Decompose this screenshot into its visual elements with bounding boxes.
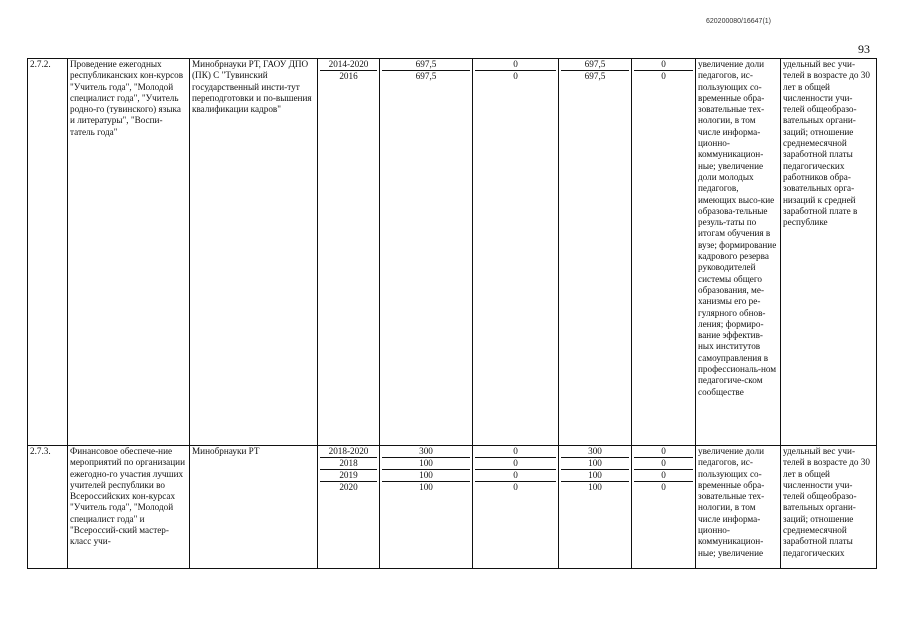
total-value: 100	[382, 457, 470, 469]
executor: Минобрнауки РТ	[190, 446, 318, 569]
total-cell	[380, 446, 473, 569]
republic-value: 100	[561, 457, 629, 469]
year: 2018-2020	[328, 446, 369, 456]
republic-cell	[559, 59, 632, 446]
total-value: 697,5	[415, 59, 437, 69]
republic-cell	[559, 446, 632, 569]
years-cell	[318, 59, 380, 446]
event-description: Финансовое обеспече-ние мероприятий по организации ежегодно-го участия лучших учителей республики во Всероссийских кон-курсах "Учитель года", "Молодой специалист года" и "Всероссий-ский мастер-класс учи-	[68, 446, 190, 569]
other-value: 0	[661, 446, 666, 456]
total-value: 697,5	[382, 70, 470, 82]
item-number: 2.7.2.	[28, 59, 68, 446]
year: 2019	[320, 469, 377, 481]
years-cell	[318, 446, 380, 569]
total-value: 100	[382, 481, 470, 493]
indicator: удельный вес учи-телей в возрасте до 30 лет в общей численности учи-телей общеобразо-вательных органи-заций; отношение среднемесячной заработной платы педагогических	[781, 446, 877, 569]
item-number: 2.7.3.	[28, 446, 68, 569]
expected-result: увеличение доли педагогов, ис-пользующих со-временные обра-зовательные тех-нологии, в том числе информа-ционно-коммуникацион-ные; увеличение доли молодых педагогов, имеющих высо-кие образова-тельные резуль-таты по итогам обучения в вузе; формирование кадрового резерва руководителей системы общего образования, ме-ханизмы его ре-гулярного обнов-ления; формиро-вание эффектив-ных институтов самоуправления в профессиональ-ном педагогиче-ском сообществе	[696, 59, 781, 446]
table-row	[28, 446, 877, 569]
federal-cell	[473, 446, 559, 569]
federal-value: 0	[475, 70, 556, 82]
federal-value: 0	[475, 481, 556, 493]
other-value: 0	[634, 457, 693, 469]
year: 2020	[320, 481, 377, 493]
other-cell	[632, 446, 696, 569]
program-table	[27, 58, 877, 569]
federal-value: 0	[513, 446, 518, 456]
federal-value: 0	[475, 457, 556, 469]
total-value: 100	[382, 469, 470, 481]
year: 2016	[320, 70, 377, 82]
page-number: 93	[858, 42, 870, 56]
expected-result: увеличение доли педагогов, ис-пользующих со-временные обра-зовательные тех-нологии, в том числе информа-ционно-коммуникацион-ные; увеличение	[696, 446, 781, 569]
republic-value: 300	[588, 446, 602, 456]
other-cell	[632, 59, 696, 446]
event-description: Проведение ежегодных республиканских кон-курсов "Учитель года", "Молодой специалист года", "Учитель родно-го (тувинского) языка и литературы", "Воспи-татель года"	[68, 59, 190, 446]
other-value: 0	[661, 59, 666, 69]
other-value: 0	[634, 469, 693, 481]
republic-value: 697,5	[584, 59, 606, 69]
republic-value: 100	[561, 481, 629, 493]
year: 2018	[320, 457, 377, 469]
year: 2014-2020	[328, 59, 369, 69]
federal-value: 0	[513, 59, 518, 69]
other-value: 0	[634, 481, 693, 493]
indicator: удельный вес учи-телей в возрасте до 30 лет в общей численности учи-телей общеобразо-вательных органи-заций; отношение среднемесячной заработной платы педагогических работников обра-зовательных орга-низаций к средней заработной плате в республике	[781, 59, 877, 446]
total-cell	[380, 59, 473, 446]
executor: Минобрнауки РТ, ГАОУ ДПО (ПК) С "Тувинский государственный инсти-тут переподготовки и по-вышения квалификации кадров"	[190, 59, 318, 446]
document-id: 620200080/16647(1)	[706, 18, 772, 25]
federal-cell	[473, 59, 559, 446]
table-row	[28, 59, 877, 446]
federal-value: 0	[475, 469, 556, 481]
total-value: 300	[419, 446, 433, 456]
other-value: 0	[634, 70, 693, 82]
republic-value: 697,5	[561, 70, 629, 82]
republic-value: 100	[561, 469, 629, 481]
